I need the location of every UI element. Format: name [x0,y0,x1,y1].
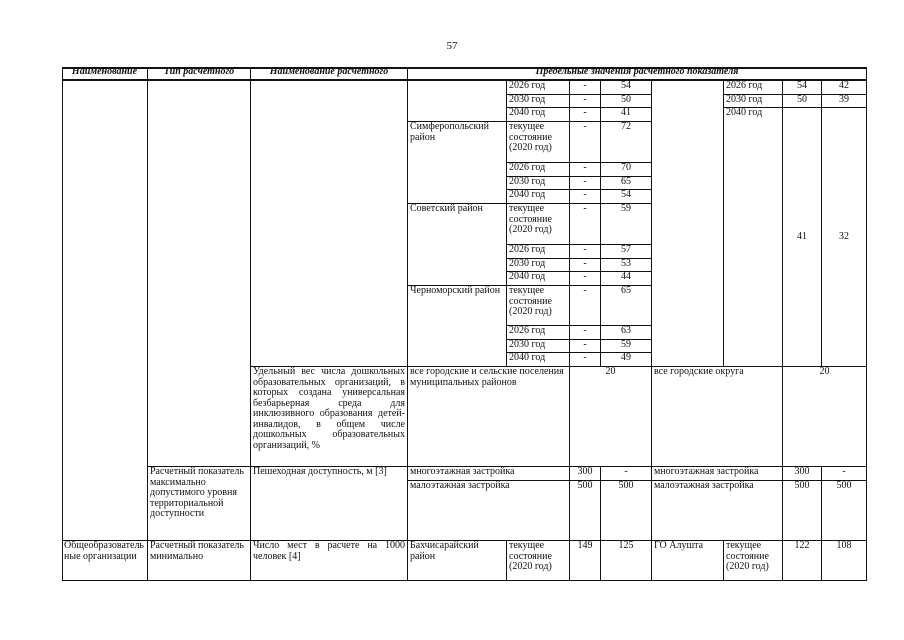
value-cell: 59 [601,340,652,353]
header-limits: Предельные значения расчетного показателя [408,67,867,81]
value-cell: - [570,326,601,340]
value-cell: 53 [601,259,652,272]
value-cell: - [570,272,601,286]
value-cell: - [570,245,601,259]
general-ed-left-area: Бахчисарайский район [408,541,507,581]
inclusive-right-value: 20 [783,367,867,467]
value-cell: 39 [822,95,867,108]
value-cell: 41 [783,108,822,367]
year-cell: 2026 год [724,81,783,95]
header-type: Тип расчетного [148,67,251,81]
district-name: Симферопольский район [408,122,507,204]
year-cell: 2040 год [507,108,570,122]
district-name: Советский район [408,204,507,286]
value-cell: 70 [601,163,652,177]
value-cell: - [570,340,601,353]
inclusive-left-value: 20 [570,367,652,467]
inclusive-indicator: Удельный вес числа дошкольных образовательных организаций, в которых создана универсальная безбарьерная среда для инклюзивного образования детей-инвалидов, в общем числе дошкольных образовательных организаций, % [251,367,408,467]
inclusive-right-area: все городские округа [652,367,783,467]
page-number: 57 [446,40,458,52]
value-cell: 300 [783,467,822,481]
general-ed-right-area: ГО Алушта [652,541,724,581]
pedestrian-indicator: Пешеходная доступность, м [3] [251,467,408,541]
value-cell: 59 [601,204,652,245]
right-area-empty [652,81,724,367]
value-cell: - [570,95,601,108]
value-cell: 54 [783,81,822,95]
limits-table [62,67,867,581]
year-cell: текущее состояние (2020 год) [507,286,570,326]
low-rise-label: малоэтажная застройка [652,481,783,541]
value-cell: 500 [570,481,601,541]
value-cell: - [570,353,601,367]
multi-storey-label: многоэтажная застройка [652,467,783,481]
value-cell: 149 [570,541,601,581]
value-cell: 50 [601,95,652,108]
year-cell: 2040 год [507,353,570,367]
year-cell: 2026 год [507,163,570,177]
value-cell: 63 [601,326,652,340]
year-cell: 2030 год [724,95,783,108]
district-name: Черноморский район [408,286,507,367]
year-cell: текущее состояние (2020 год) [507,122,570,163]
year-cell: 2030 год [507,340,570,353]
year-cell: 2040 год [507,272,570,286]
value-cell: - [570,259,601,272]
value-cell: - [570,204,601,245]
value-cell: 65 [601,286,652,326]
value-cell: - [570,163,601,177]
multi-storey-label: многоэтажная застройка [408,467,570,481]
type-cell-empty [148,81,251,467]
value-cell: - [570,108,601,122]
year-cell: 2040 год [724,108,783,367]
value-cell: 54 [601,190,652,204]
value-cell: - [570,81,601,95]
value-cell: 300 [570,467,601,481]
year-cell: текущее состояние (2020 год) [507,541,570,581]
value-cell: 500 [783,481,822,541]
year-cell: текущее состояние (2020 год) [724,541,783,581]
header-name: Наименование [62,67,148,81]
value-cell: 32 [822,108,867,367]
value-cell: 500 [822,481,867,541]
year-cell: 2030 год [507,95,570,108]
value-cell: 57 [601,245,652,259]
general-ed-name: Общеобразовательные организации [62,541,148,581]
low-rise-label: малоэтажная застройка [408,481,570,541]
value-cell: - [570,177,601,190]
year-cell: 2026 год [507,326,570,340]
value-cell: - [570,122,601,163]
value-cell: 44 [601,272,652,286]
value-cell: 54 [601,81,652,95]
general-ed-type: Расчетный показатель минимально [148,541,251,581]
value-cell: 500 [601,481,652,541]
value-cell: 108 [822,541,867,581]
value-cell: 49 [601,353,652,367]
value-cell: - [570,190,601,204]
value-cell: 72 [601,122,652,163]
name-cell-empty [62,81,148,541]
district-cell-empty [408,81,507,122]
value-cell: 122 [783,541,822,581]
value-cell: 65 [601,177,652,190]
value-cell: - [822,467,867,481]
year-cell: 2030 год [507,259,570,272]
pedestrian-type: Расчетный показатель максимально допустимого уровня территориальной доступности [148,467,251,541]
header-indicator: Наименование расчетного [251,67,408,81]
indicator-cell-empty [251,81,408,367]
value-cell: 125 [601,541,652,581]
inclusive-left-area: все городские и сельские поселения муниципальных районов [408,367,570,467]
value-cell: - [570,286,601,326]
value-cell: - [601,467,652,481]
year-cell: 2026 год [507,245,570,259]
value-cell: 42 [822,81,867,95]
value-cell: 41 [601,108,652,122]
year-cell: 2026 год [507,81,570,95]
year-cell: текущее состояние (2020 год) [507,204,570,245]
year-cell: 2040 год [507,190,570,204]
general-ed-indicator: Число мест в расчете на 1000 человек [4] [251,541,408,581]
year-cell: 2030 год [507,177,570,190]
value-cell: 50 [783,95,822,108]
